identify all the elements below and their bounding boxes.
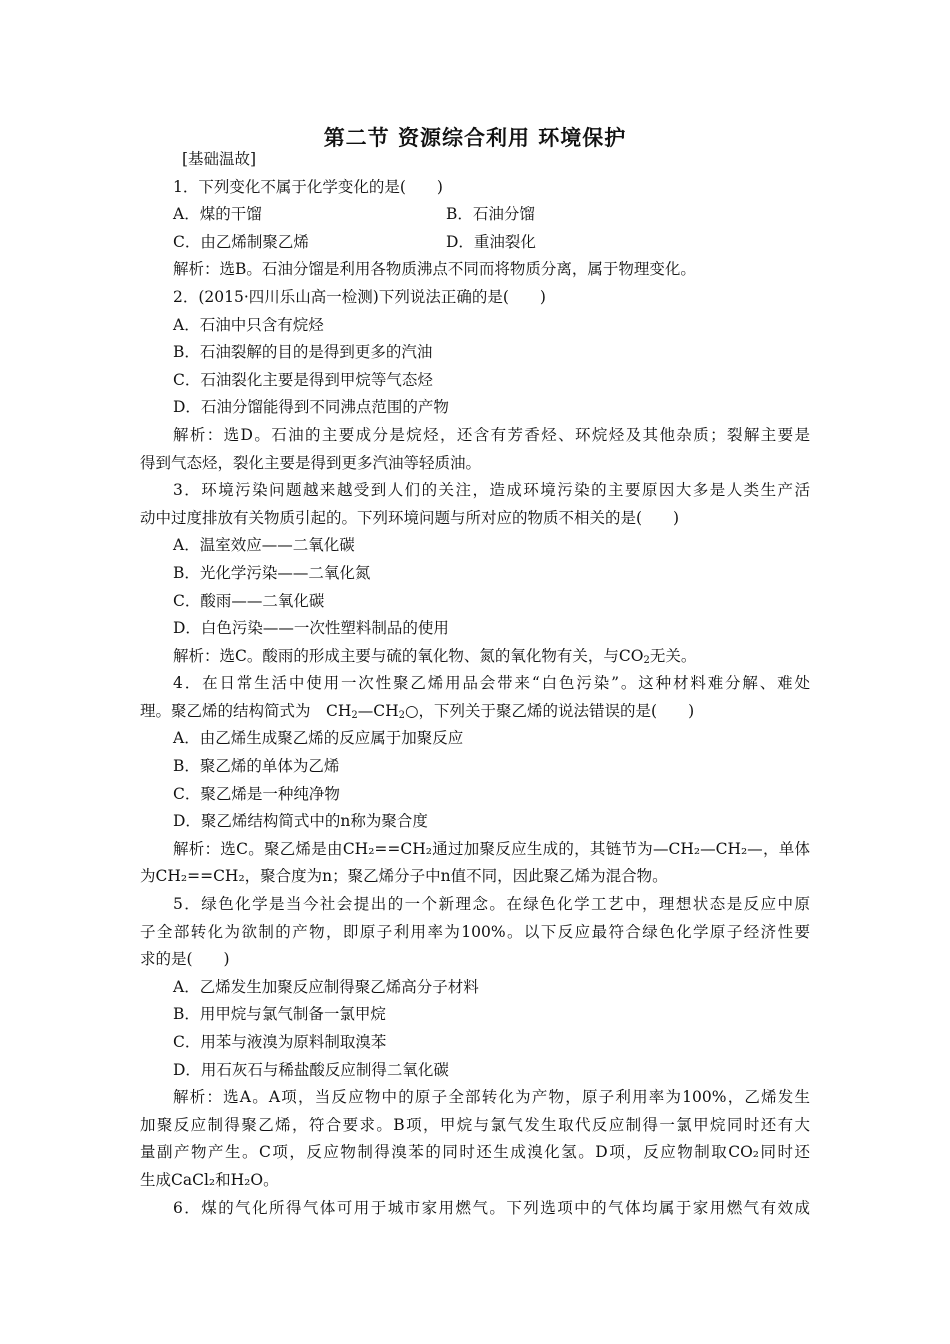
question-stem-cont: 求的是( ) (140, 950, 230, 969)
analysis-line: 得到气态烃，裂化主要是得到更多汽油等轻质油。 (140, 453, 482, 472)
section-label: [基础温故] (182, 150, 257, 168)
analysis-line: 为CH₂==CH₂，聚合度为n；聚乙烯分子中n值不同，因此聚乙烯为混合物。 (140, 867, 668, 886)
option-b: B．光化学污染——二氧化氮 (173, 563, 371, 582)
option-d: D．重油裂化 (446, 232, 536, 251)
question-stem: 1．下列变化不属于化学变化的是( ) (173, 177, 443, 196)
subscript: 2 (643, 654, 650, 666)
analysis-text: 无关。 (649, 646, 697, 665)
question-6 (140, 1195, 810, 1223)
option-a: A．由乙烯生成聚乙烯的反应属于加聚反应 (173, 729, 464, 748)
option-d: D．用石灰石与稀盐酸反应制得二氧化碳 (173, 1060, 449, 1079)
analysis-text: 解析：选C。酸雨的形成主要与硫的氧化物、氮的氧化物有关，与CO (173, 646, 644, 665)
question-stem: 3．环境污染问题越来越受到人们的关注，造成环境污染的主要原因大多是人类生产活 (173, 481, 810, 500)
analysis-line: 解析：选C。聚乙烯是由CH₂==CH₂通过加聚反应生成的，其链节为—CH₂—CH₂—，单体 (173, 839, 810, 858)
analysis (140, 643, 810, 671)
question-stem: 5．绿色化学是当今社会提出的一个新理念。在绿色化学工艺中，理想状态是反应中原 (173, 895, 810, 914)
option-b: B．用甲烷与氯气制备一氯甲烷 (173, 1005, 386, 1024)
question-stem-cont (140, 698, 810, 726)
question-stem: 6．煤的气化所得气体可用于城市家用燃气。下列选项中的气体均属于家用燃气有效成 (173, 1198, 810, 1217)
question-stem-cont: 动中过度排放有关物质引起的。下列环境问题与所对应的物质不相关的是( ) (140, 508, 680, 527)
analysis: 解析：选B。石油分馏是利用各物质沸点不同而将物质分离，属于物理变化。 (173, 260, 696, 279)
option-a: A．温室效应——二氧化碳 (173, 536, 355, 555)
option-c: C．石油裂化主要是得到甲烷等气态烃 (173, 370, 433, 389)
stem-text: ○，下列关于聚乙烯的说法错误的是( ) (405, 701, 695, 720)
analysis-line: 量副产物产生。C项，反应物制得溴苯的同时还生成溴化氢。D项，反应物制取CO₂同时还 (140, 1143, 810, 1162)
option-a: A．煤的干馏 (173, 205, 262, 224)
option-d: D．聚乙烯结构简式中的n称为聚合度 (173, 812, 428, 831)
question-stem: 4．在日常生活中使用一次性聚乙烯用品会带来“白色污染”。这种材料难分解、难处 (173, 674, 810, 693)
question-3 (140, 477, 810, 670)
question-5 (140, 891, 810, 1195)
question-2 (140, 284, 810, 477)
option-b: B．石油裂解的目的是得到更多的汽油 (173, 343, 433, 362)
analysis-line: 生成CaCl₂和H₂O。 (140, 1170, 279, 1189)
option-b: B．聚乙烯的单体为乙烯 (173, 757, 340, 776)
analysis-line: 加聚反应制得聚乙烯，符合要求。B项，甲烷与氯气发生取代反应制得一氯甲烷同时还有大 (140, 1115, 810, 1134)
stem-text: 理。聚乙烯的结构简式为 CH (140, 701, 352, 720)
option-c: C．由乙烯制聚乙烯 (173, 232, 309, 251)
option-c: C．聚乙烯是一种纯净物 (173, 784, 340, 803)
analysis-line: 解析：选A。A项，当反应物中的原子全部转化为产物，原子利用率为100%，乙烯发生 (173, 1088, 810, 1107)
page-title: 第二节 资源综合利用 环境保护 (323, 126, 627, 150)
question-1 (140, 174, 810, 284)
option-d: D．石油分馏能得到不同沸点范围的产物 (173, 398, 449, 417)
option-a: A．石油中只含有烷烃 (173, 315, 324, 334)
stem-text: —CH (357, 701, 399, 720)
question-4 (140, 670, 810, 891)
option-row (140, 229, 810, 257)
option-a: A．乙烯发生加聚反应制得聚乙烯高分子材料 (173, 977, 479, 996)
option-row (140, 201, 810, 229)
option-b: B．石油分馏 (446, 205, 535, 224)
subscript: 2 (351, 709, 358, 721)
option-d: D．白色污染——一次性塑料制品的使用 (173, 619, 449, 638)
question-stem-cont: 子全部转化为欲制的产物，即原子利用率为100%。以下反应最符合绿色化学原子经济性要 (140, 922, 810, 941)
document-body (140, 146, 810, 1222)
question-stem: 2．(2015·四川乐山高一检测)下列说法正确的是( ) (173, 287, 546, 306)
subscript: 2 (398, 709, 406, 721)
option-c: C．酸雨——二氧化碳 (173, 591, 325, 610)
option-c: C．用苯与液溴为原料制取溴苯 (173, 1033, 387, 1051)
analysis-line: 解析：选D。石油的主要成分是烷烃，还含有芳香烃、环烷烃及其他杂质；裂解主要是 (173, 425, 810, 444)
